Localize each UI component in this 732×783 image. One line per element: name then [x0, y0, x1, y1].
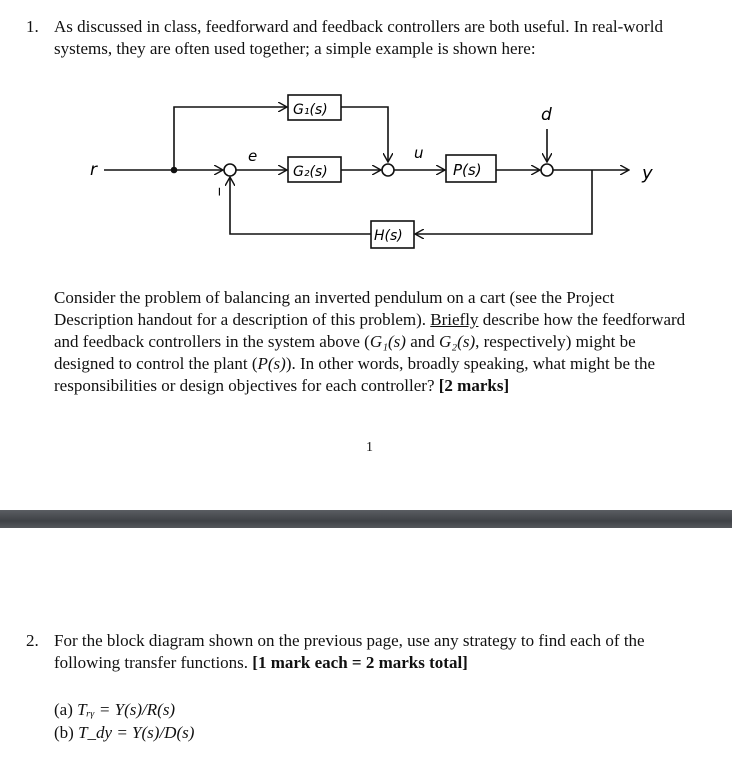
wire-h-out [230, 178, 371, 234]
question-1-intro [54, 16, 663, 60]
body-line-4-start: designed to control the plant ( [54, 354, 258, 373]
wire-fb [416, 170, 592, 234]
label-y: y [642, 163, 653, 184]
wire-g1-out [341, 107, 388, 161]
q2-line-2-text: following transfer functions. [54, 653, 249, 672]
body-line-4-end: ). In other words, broadly speaking, what might be the [285, 354, 656, 373]
item-b-label: (b) [54, 723, 74, 742]
sum-junction-e [224, 164, 236, 176]
body-and: and [405, 332, 439, 351]
page-separator [0, 510, 732, 528]
question-2-items [54, 698, 194, 744]
math-p: P(s) [257, 354, 286, 373]
question-2-marks: [1 mark each = 2 marks total] [252, 653, 468, 672]
body-line-3-start: and feedback controllers in the system above ( [54, 332, 370, 351]
q2-line-2 [54, 652, 645, 674]
label-u: u [414, 144, 424, 162]
label-g1: G₁(s) [293, 102, 328, 118]
body-line-5-text: responsibilities or design objectives for each controller? [54, 376, 435, 395]
briefly-underlined: Briefly [430, 310, 479, 329]
body-line-3 [54, 331, 685, 353]
item-b-formula: T_dy = Y(s)/D(s) [78, 723, 195, 742]
page-number: 1 [366, 440, 373, 455]
label-minus: − [210, 187, 227, 197]
item-a-label: (a) [54, 700, 73, 719]
question-2-number: 2. [26, 631, 39, 650]
item-a [54, 698, 194, 721]
math-g2: G₂(s) [438, 332, 476, 351]
sum-junction-y [541, 164, 553, 176]
label-p: P(s) [453, 161, 482, 179]
block-diagram [80, 85, 680, 260]
question-1-number: 1. [26, 17, 39, 36]
label-r: r [90, 160, 97, 180]
body-line-1: Consider the problem of balancing an inverted pendulum on a cart (see the Project [54, 288, 615, 307]
label-g2: G₂(s) [293, 164, 328, 180]
label-e: e [248, 147, 258, 165]
question-2-body [54, 630, 645, 674]
body-line-4 [54, 353, 685, 375]
math-g1: G₁(s) [369, 332, 406, 351]
item-a-formula: Tᵣᵧ = Y(s)/R(s) [77, 700, 176, 719]
body-line-5 [54, 375, 685, 397]
body-line-2-start: Description handout for a description of this problem). [54, 310, 427, 329]
sum-junction-u [382, 164, 394, 176]
intro-line-2: systems, they are often used together; a simple example is shown here: [54, 39, 536, 58]
question-1-body [54, 287, 685, 397]
label-d: d [541, 105, 552, 125]
body-line-2-end: describe how the feedforward [478, 310, 686, 329]
body-line-2 [54, 309, 685, 331]
item-b [54, 721, 194, 744]
intro-line-1: As discussed in class, feedforward and feedback controllers are both useful. In real-world [54, 17, 663, 36]
wire-ff [174, 107, 286, 170]
label-h: H(s) [374, 228, 403, 244]
question-1-marks: [2 marks] [438, 376, 510, 395]
q2-line-1: For the block diagram shown on the previous page, use any strategy to find each of the [54, 631, 645, 650]
body-line-3-end: , respectively) might be [475, 332, 636, 351]
